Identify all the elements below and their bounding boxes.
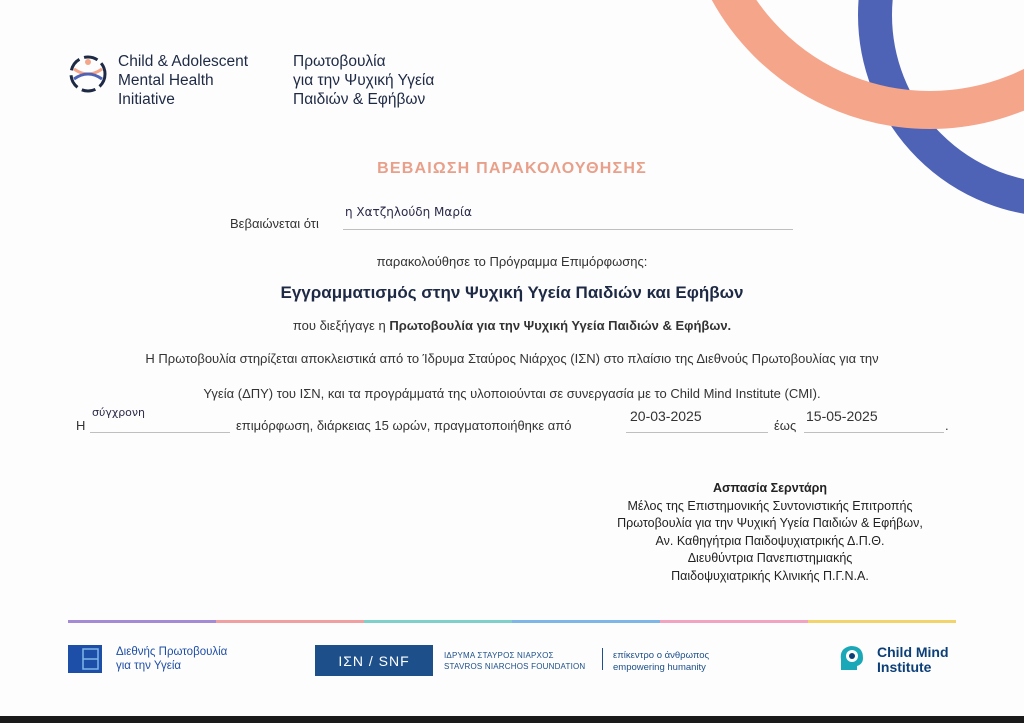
child-mind-institute-text (877, 645, 949, 675)
date-to: 15-05-2025 (806, 408, 878, 424)
snf-logo-box: ΙΣΝ / SNF (315, 645, 433, 676)
signatory-line: Πρωτοβουλία για την Ψυχική Υγεία Παιδιών & Εφήβων, (617, 516, 923, 530)
ghi-line: για την Υγεία (116, 660, 182, 672)
ghi-line: Διεθνής Πρωτοβουλία (116, 646, 228, 658)
conducted-by-prefix: που διεξήγαγε η (292, 318, 386, 333)
until-label: έως (774, 418, 797, 433)
snf-line: ΙΔΡΥΜΑ ΣΤΑΥΡΟΣ ΝΙΑΡΧΟΣ (444, 651, 554, 660)
org-gr-line: Παιδιών & Εφήβων (293, 91, 426, 108)
conducted-by-org: Πρωτοβουλία για την Ψυχική Υγεία Παιδιών & Εφήβων. (389, 318, 732, 333)
recipient-underline (343, 229, 793, 230)
signatory-line: Αν. Καθηγήτρια Παιδοψυχιατρικής Δ.Π.Θ. (655, 533, 885, 548)
signatory-line: Μέλος της Επιστημονικής Συντονιστικής Επιτροπής (627, 498, 913, 513)
mode-underline (90, 432, 230, 433)
signatory-line: Παιδοψυχιατρικής Κλινικής Π.Γ.Ν.Α. (671, 568, 869, 583)
snf-tagline-line: empowering humanity (613, 662, 706, 673)
period: . (945, 418, 949, 433)
mode-text: επιμόρφωση, διάρκειας 15 ωρών, πραγματοποιήθηκε από (236, 418, 572, 433)
support-line-2: Υγεία (ΔΠΥ) του ΙΣΝ, και τα προγράμματά της υλοποιούνται σε συνεργασία με το Child Mind Institute (CMI). (203, 386, 821, 401)
certify-label: Βεβαιώνεται ότι (230, 216, 319, 231)
org-en-line: Mental Health (118, 72, 214, 89)
org-en-line: Child & Adolescent (118, 53, 249, 70)
org-en-line: Initiative (118, 91, 175, 108)
mode-prefix: Η (76, 418, 86, 433)
cmi-line: Institute (877, 659, 932, 675)
conducted-by-line (0, 318, 1024, 333)
date-from: 20-03-2025 (630, 408, 702, 424)
global-health-initiative-text (116, 645, 227, 673)
mode-value: σύγχρονη (92, 406, 146, 419)
bottom-black-bar (0, 716, 1024, 723)
org-gr-line: για την Ψυχική Υγεία (293, 72, 435, 89)
certificate-title: ΒΕΒΑΙΩΣΗ ΠΑΡΑΚΟΛΟΥΘΗΣΗΣ (377, 160, 647, 177)
global-health-initiative-logo-icon (68, 645, 102, 673)
attended-text: παρακολούθησε το Πρόγραμμα Επιμόρφωσης: (376, 254, 648, 269)
recipient-name: η Χατζηλούδη Μαρία (345, 205, 472, 219)
org-name-greek (293, 52, 434, 109)
snf-tagline (613, 650, 709, 674)
program-name: Εγγραμματισμός στην Ψυχική Υγεία Παιδιών και Εφήβων (280, 283, 744, 302)
signature-block (560, 480, 980, 585)
cmi-line: Child Mind (877, 644, 949, 660)
org-name-english (118, 52, 248, 109)
signatory-name: Ασπασία Σερντάρη (712, 481, 828, 495)
snf-line: STAVROS NIARCHOS FOUNDATION (444, 662, 586, 671)
date-to-underline (804, 432, 944, 433)
date-from-underline (626, 432, 768, 433)
snf-tagline-line: επίκεντρο ο άνθρωπος (613, 650, 710, 661)
rainbow-divider (68, 620, 956, 623)
initiative-logo-icon (68, 54, 108, 94)
support-line-1: Η Πρωτοβουλία στηρίζεται αποκλειστικά από το Ίδρυμα Σταύρος Νιάρχος (ΙΣΝ) στο πλαίσιο της Διεθνούς Πρωτοβουλίας για την (145, 351, 879, 366)
signatory-line: Διευθύντρια Πανεπιστημιακής (687, 551, 853, 565)
snf-separator (602, 648, 603, 670)
child-mind-head-icon (835, 642, 867, 674)
snf-foundation-name (444, 650, 585, 672)
org-gr-line: Πρωτοβουλία (293, 53, 386, 70)
